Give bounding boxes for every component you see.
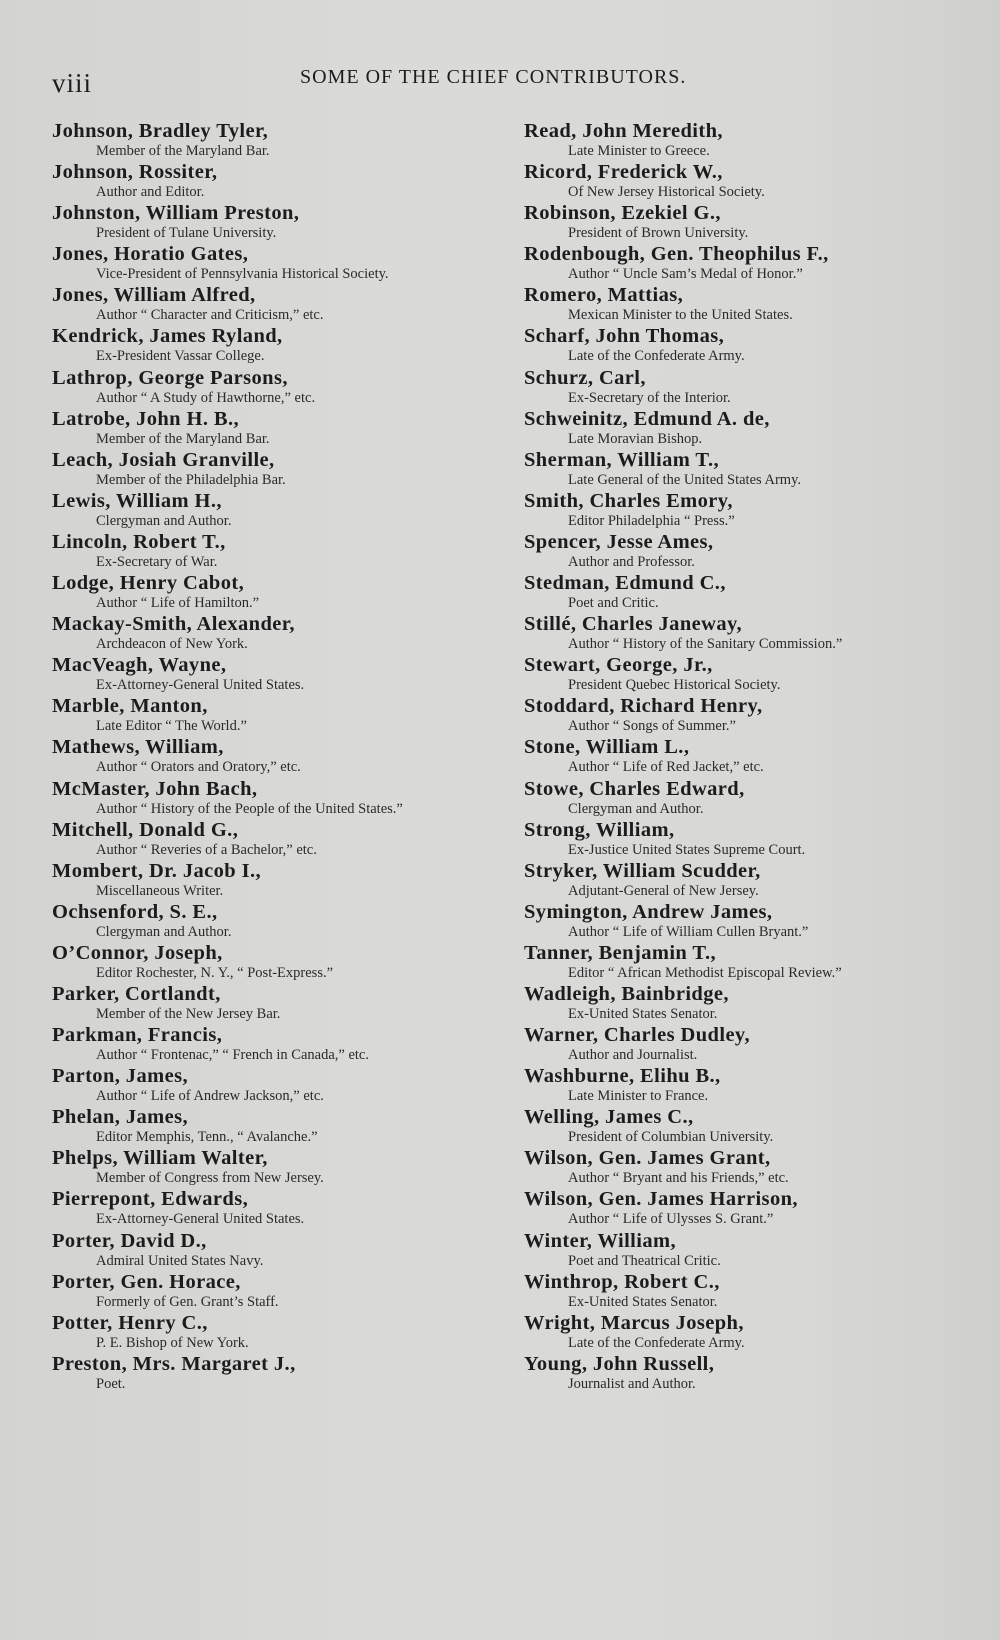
- contributor-name: Jones, Horatio Gates,: [52, 243, 249, 266]
- contributor-entry: [52, 449, 522, 490]
- contributor-name: Schweinitz, Edmund A. de,: [524, 407, 770, 430]
- contributor-entry: [52, 983, 522, 1024]
- contributor-entry: [52, 325, 522, 366]
- contributor-entry: [52, 695, 522, 736]
- contributor-description: Author “ Life of Ulysses S. Grant.”: [568, 1211, 774, 1228]
- contributor-name: Latrobe, John H. B.,: [52, 407, 240, 430]
- contributor-description: Author “ Reveries of a Bachelor,” etc.: [96, 841, 317, 858]
- contributor-entry: [524, 367, 984, 408]
- contributor-name: Rodenbough, Gen. Theophilus F.,: [524, 243, 829, 266]
- contributor-name: Strong, William,: [524, 818, 675, 841]
- contributor-description: President of Tulane University.: [96, 225, 277, 242]
- contributor-name: Wilson, Gen. James Harrison,: [524, 1188, 798, 1211]
- contributor-name: Wilson, Gen. James Grant,: [524, 1147, 771, 1170]
- contributor-name: Phelps, William Walter,: [52, 1147, 268, 1170]
- contributor-description: Author “ Character and Criticism,” etc.: [96, 307, 324, 324]
- contributors-column-right: [524, 120, 984, 1394]
- contributor-entry: [52, 613, 522, 654]
- contributor-description: Editor Philadelphia “ Press.”: [568, 512, 735, 529]
- page-header: [52, 62, 932, 102]
- contributor-description: Ex-Attorney-General United States.: [96, 1211, 305, 1228]
- contributor-entry: [524, 490, 984, 531]
- contributor-description: Clergyman and Author.: [96, 923, 232, 940]
- contributor-entry: [52, 1065, 522, 1106]
- contributor-name: Ochsenford, S. E.,: [52, 900, 218, 923]
- contributor-description: Author “ Life of William Cullen Bryant.”: [568, 923, 809, 940]
- contributor-name: Lewis, William H.,: [52, 489, 222, 512]
- contributor-entry: [52, 819, 522, 860]
- contributor-entry: [524, 243, 984, 284]
- contributor-description: Author and Editor.: [96, 184, 205, 201]
- contributor-entry: [524, 654, 984, 695]
- contributor-entry: [524, 778, 984, 819]
- contributor-description: Ex-Secretary of War.: [96, 553, 218, 570]
- contributor-description: Member of Congress from New Jersey.: [96, 1170, 324, 1187]
- contributor-description: President Quebec Historical Society.: [568, 677, 781, 694]
- contributor-description: Author “ Uncle Sam’s Medal of Honor.”: [568, 266, 803, 283]
- contributor-description: Late of the Confederate Army.: [568, 348, 745, 365]
- contributor-entry: [524, 202, 984, 243]
- contributor-name: O’Connor, Joseph,: [52, 941, 223, 964]
- contributor-entry: [524, 736, 984, 777]
- contributor-entry: [52, 202, 522, 243]
- contributor-entry: [524, 1147, 984, 1188]
- contributor-entry: [524, 325, 984, 366]
- contributor-entry: [524, 284, 984, 325]
- contributor-entry: [52, 367, 522, 408]
- contributor-entry: [524, 860, 984, 901]
- contributor-description: P. E. Bishop of New York.: [96, 1334, 249, 1351]
- contributor-entry: [524, 531, 984, 572]
- contributor-name: Phelan, James,: [52, 1106, 188, 1129]
- contributor-entry: [524, 120, 984, 161]
- contributor-description: Author and Journalist.: [568, 1047, 698, 1064]
- contributor-description: Ex-President Vassar College.: [96, 348, 265, 365]
- contributor-name: Washburne, Elihu B.,: [524, 1065, 721, 1088]
- contributor-name: Tanner, Benjamin T.,: [524, 941, 716, 964]
- contributor-name: Winthrop, Robert C.,: [524, 1270, 720, 1293]
- contributor-name: Porter, David D.,: [52, 1229, 207, 1252]
- contributor-description: Ex-United States Senator.: [568, 1293, 718, 1310]
- contributor-entry: [52, 1147, 522, 1188]
- contributor-name: MacVeagh, Wayne,: [52, 654, 227, 677]
- contributor-entry: [524, 1188, 984, 1229]
- contributor-description: Member of the Philadelphia Bar.: [96, 471, 286, 488]
- contributor-name: Johnston, William Preston,: [52, 202, 300, 225]
- contributor-description: Journalist and Author.: [568, 1375, 696, 1392]
- contributor-description: Late of the Confederate Army.: [568, 1334, 745, 1351]
- contributor-entry: [52, 120, 522, 161]
- page-number: viii: [52, 68, 93, 98]
- contributor-entry: [524, 449, 984, 490]
- contributor-description: Author “ Bryant and his Friends,” etc.: [568, 1170, 789, 1187]
- contributor-description: Late Minister to France.: [568, 1088, 709, 1105]
- contributor-name: Mathews, William,: [52, 736, 224, 759]
- contributor-description: Adjutant-General of New Jersey.: [568, 882, 759, 899]
- contributor-name: Scharf, John Thomas,: [524, 325, 725, 348]
- contributor-entry: [52, 284, 522, 325]
- contributor-entry: [524, 613, 984, 654]
- contributor-name: Marble, Manton,: [52, 695, 208, 718]
- contributor-entry: [524, 819, 984, 860]
- contributor-description: Vice-President of Pennsylvania Historical Society.: [96, 266, 389, 283]
- contributor-description: Editor Memphis, Tenn., “ Avalanche.”: [96, 1129, 318, 1146]
- contributor-entry: [524, 408, 984, 449]
- contributor-name: Romero, Mattias,: [524, 284, 684, 307]
- contributor-name: Ricord, Frederick W.,: [524, 161, 723, 184]
- contributor-description: Member of the New Jersey Bar.: [96, 1005, 281, 1022]
- contributor-name: Stryker, William Scudder,: [524, 859, 761, 882]
- contributor-entry: [524, 1024, 984, 1065]
- contributor-entry: [52, 490, 522, 531]
- contributor-entry: [524, 1271, 984, 1312]
- contributor-description: Author “ Orators and Oratory,” etc.: [96, 759, 301, 776]
- contributor-entry: [52, 901, 522, 942]
- contributor-name: Pierrepont, Edwards,: [52, 1188, 249, 1211]
- contributor-name: Porter, Gen. Horace,: [52, 1270, 241, 1293]
- contributor-description: Ex-United States Senator.: [568, 1005, 718, 1022]
- contributor-entry: [52, 1106, 522, 1147]
- contributor-description: Poet and Critic.: [568, 595, 659, 612]
- contributor-name: Spencer, Jesse Ames,: [524, 530, 714, 553]
- contributor-entry: [52, 942, 522, 983]
- contributor-name: Stedman, Edmund C.,: [524, 572, 726, 595]
- contributor-description: Ex-Justice United States Supreme Court.: [568, 841, 806, 858]
- contributor-description: President of Brown University.: [568, 225, 749, 242]
- contributor-description: Author “ Life of Andrew Jackson,” etc.: [96, 1088, 324, 1105]
- contributor-description: Editor “ African Methodist Episcopal Review.”: [568, 964, 842, 981]
- contributor-entry: [524, 1065, 984, 1106]
- contributor-name: Stone, William L.,: [524, 736, 690, 759]
- contributor-entry: [52, 161, 522, 202]
- contributor-description: President of Columbian University.: [568, 1129, 774, 1146]
- contributor-name: Smith, Charles Emory,: [524, 489, 733, 512]
- contributor-description: Late Moravian Bishop.: [568, 430, 703, 447]
- contributor-name: Preston, Mrs. Margaret J.,: [52, 1352, 296, 1375]
- contributor-name: Stoddard, Richard Henry,: [524, 695, 763, 718]
- contributor-name: Stewart, George, Jr.,: [524, 654, 713, 677]
- contributor-entry: [52, 860, 522, 901]
- contributor-description: Miscellaneous Writer.: [96, 882, 224, 899]
- contributor-name: Wadleigh, Bainbridge,: [524, 982, 729, 1005]
- contributor-entry: [524, 572, 984, 613]
- contributor-description: Mexican Minister to the United States.: [568, 307, 793, 324]
- contributor-description: Late General of the United States Army.: [568, 471, 801, 488]
- contributor-name: Winter, William,: [524, 1229, 677, 1252]
- contributor-entry: [524, 695, 984, 736]
- contributors-column-left: [52, 120, 522, 1394]
- contributor-entry: [524, 983, 984, 1024]
- contributor-description: Clergyman and Author.: [568, 800, 704, 817]
- contributor-entry: [52, 736, 522, 777]
- contributor-name: Mombert, Dr. Jacob I.,: [52, 859, 262, 882]
- contributor-name: Warner, Charles Dudley,: [524, 1024, 750, 1047]
- contributor-description: Author “ Life of Hamilton.”: [96, 595, 260, 612]
- contributor-description: Late Minister to Greece.: [568, 143, 710, 159]
- contributor-name: Lodge, Henry Cabot,: [52, 572, 245, 595]
- contributor-entry: [52, 572, 522, 613]
- contributor-entry: [524, 161, 984, 202]
- contributor-entry: [52, 1024, 522, 1065]
- contributor-name: Parker, Cortlandt,: [52, 982, 221, 1005]
- contributor-name: Johnson, Rossiter,: [52, 161, 218, 184]
- contributor-name: Lincoln, Robert T.,: [52, 530, 226, 553]
- contributor-description: Member of the Maryland Bar.: [96, 143, 270, 159]
- contributor-description: Author and Professor.: [568, 553, 695, 570]
- contributor-name: Young, John Russell,: [524, 1352, 715, 1375]
- contributor-name: Stowe, Charles Edward,: [524, 777, 745, 800]
- contributor-entry: [52, 1188, 522, 1229]
- contributor-description: Poet and Theatrical Critic.: [568, 1252, 721, 1269]
- contributor-entry: [524, 901, 984, 942]
- contributor-description: Admiral United States Navy.: [96, 1252, 264, 1269]
- contributor-description: Author “ Life of Red Jacket,” etc.: [568, 759, 764, 776]
- contributor-name: Parton, James,: [52, 1065, 188, 1088]
- contributor-name: Symington, Andrew James,: [524, 900, 773, 923]
- contributor-description: Editor Rochester, N. Y., “ Post-Express.”: [96, 964, 334, 981]
- contributor-name: Mackay-Smith, Alexander,: [52, 613, 295, 636]
- contributor-entry: [524, 1106, 984, 1147]
- running-title: SOME OF THE CHIEF CONTRIBUTORS.: [300, 66, 687, 88]
- contributor-entry: [52, 1312, 522, 1353]
- contributor-entry: [52, 778, 522, 819]
- contributor-description: Author “ Songs of Summer.”: [568, 718, 736, 735]
- contributor-name: Johnson, Bradley Tyler,: [52, 120, 269, 142]
- contributor-description: Clergyman and Author.: [96, 512, 232, 529]
- contributor-entry: [52, 531, 522, 572]
- contributor-description: Late Editor “ The World.”: [96, 718, 247, 735]
- contributor-name: Wright, Marcus Joseph,: [524, 1311, 744, 1334]
- contributor-entry: [52, 243, 522, 284]
- contributor-name: Read, John Meredith,: [524, 120, 723, 142]
- contributor-description: Author “ History of the Sanitary Commission.”: [568, 636, 843, 653]
- contributor-name: Potter, Henry C.,: [52, 1311, 208, 1334]
- contributor-name: Leach, Josiah Granville,: [52, 448, 275, 471]
- contributor-description: Poet.: [96, 1375, 126, 1392]
- contributor-name: Parkman, Francis,: [52, 1024, 223, 1047]
- contributor-name: Schurz, Carl,: [524, 366, 646, 389]
- contributor-entry: [52, 1353, 522, 1394]
- contributor-entry: [524, 1312, 984, 1353]
- contributor-description: Archdeacon of New York.: [96, 636, 248, 653]
- contributor-entry: [524, 942, 984, 983]
- contributor-description: Of New Jersey Historical Society.: [568, 184, 765, 201]
- contributor-description: Author “ History of the People of the United States.”: [96, 800, 403, 817]
- contributor-description: Author “ Frontenac,” “ French in Canada,” etc.: [96, 1047, 369, 1064]
- contributor-name: Jones, William Alfred,: [52, 284, 256, 307]
- contributor-entry: [52, 654, 522, 695]
- contributor-name: Mitchell, Donald G.,: [52, 818, 239, 841]
- contributor-entry: [524, 1353, 984, 1394]
- contributor-name: Welling, James C.,: [524, 1106, 694, 1129]
- contributor-description: Ex-Secretary of the Interior.: [568, 389, 731, 406]
- contributor-name: Robinson, Ezekiel G.,: [524, 202, 721, 225]
- contributor-name: Stillé, Charles Janeway,: [524, 613, 743, 636]
- contributor-entry: [52, 1271, 522, 1312]
- contributor-name: Lathrop, George Parsons,: [52, 366, 288, 389]
- contributor-description: Member of the Maryland Bar.: [96, 430, 270, 447]
- contributor-description: Author “ A Study of Hawthorne,” etc.: [96, 389, 316, 406]
- contributor-name: Sherman, William T.,: [524, 448, 720, 471]
- contributor-entry: [52, 408, 522, 449]
- contributor-description: Formerly of Gen. Grant’s Staff.: [96, 1293, 279, 1310]
- contributor-name: Kendrick, James Ryland,: [52, 325, 283, 348]
- contributor-entry: [524, 1230, 984, 1271]
- contributor-description: Ex-Attorney-General United States.: [96, 677, 305, 694]
- contributor-name: McMaster, John Bach,: [52, 777, 258, 800]
- contributor-entry: [52, 1230, 522, 1271]
